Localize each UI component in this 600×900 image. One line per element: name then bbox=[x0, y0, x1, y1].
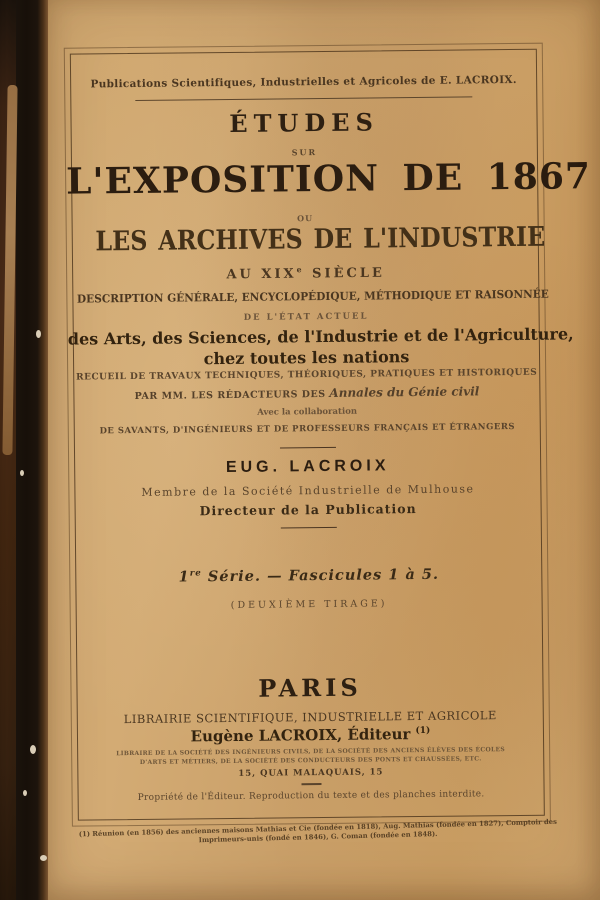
title-main: L'EXPOSITION DE 1867 bbox=[65, 155, 592, 203]
author-name: EUG. LACROIX bbox=[225, 457, 390, 477]
series-superscript: re bbox=[189, 568, 202, 579]
editor-name: Eugène LACROIX, Éditeur bbox=[190, 725, 416, 746]
series-number: 1 bbox=[178, 568, 190, 586]
century-prefix: AU XIX bbox=[226, 266, 297, 283]
century-superscript: e bbox=[296, 265, 305, 275]
book-spine bbox=[0, 0, 48, 900]
title-sur: SUR bbox=[291, 147, 318, 158]
spine-speck bbox=[30, 745, 36, 754]
description-line7: Avec la collaboration bbox=[257, 406, 358, 418]
description-line2: DE L'ÉTAT ACTUEL bbox=[243, 311, 369, 323]
annales-title: Annales du Génie civil bbox=[329, 384, 480, 400]
border-frame bbox=[64, 43, 592, 827]
book-cover bbox=[48, 0, 600, 900]
series-rest: Série. — Fascicules 1 à 5. bbox=[201, 565, 440, 586]
description-line4: chez toutes les nations bbox=[203, 347, 410, 369]
spine-speck bbox=[40, 855, 47, 861]
tiny-dash-rule bbox=[301, 783, 321, 785]
imprint-affiliations-line1: LIBRAIRE DE LA SOCIÉTÉ DES INGÉNIEURS CIVILS, DE LA SOCIÉTÉ DES ANCIENS ÉLÈVES DES ÉCOLES bbox=[116, 746, 506, 758]
spine-speck bbox=[23, 790, 27, 796]
description-line8: DE SAVANTS, D'INGÉNIEURS ET DE PROFESSEURS FRANÇAIS ET ÉTRANGERS bbox=[99, 421, 516, 437]
description-line3: des Arts, des Sciences, de l'Industrie et de l'Agriculture, bbox=[67, 324, 574, 349]
description-line1: DESCRIPTION GÉNÉRALE, ENCYCLOPÉDIQUE, MÉTHODIQUE ET RAISONNÉE bbox=[76, 287, 549, 306]
editor-footnote-mark: (1) bbox=[415, 725, 431, 737]
imprint-librairie: LIBRAIRIE SCIENTIFIQUE, INDUSTRIELLE ET AGRICOLE bbox=[123, 708, 498, 727]
cover-face bbox=[43, 0, 600, 900]
imprint-city: PARIS bbox=[258, 672, 362, 703]
publisher-banner: Publications Scientifiques, Industrielles et Agricoles de E. LACROIX. bbox=[90, 73, 517, 91]
printing-note: (DEUXIÈME TIRAGE) bbox=[230, 598, 388, 611]
author-membership: Membre de la Société Industrielle de Mulhouse bbox=[141, 482, 475, 499]
imprint-address: 15, QUAI MALAQUAIS, 15 bbox=[238, 767, 384, 779]
spine-speck bbox=[36, 330, 41, 338]
title-subtitle: LES ARCHIVES DE L'INDUSTRIE bbox=[95, 221, 546, 258]
title-ou: OU bbox=[297, 213, 314, 224]
imprint-affiliations-line2: D'ARTS ET MÉTIERS, DE LA SOCIÉTÉ DES CONDUCTEURS DES PONTS ET CHAUSSÉES, ETC. bbox=[139, 755, 482, 766]
description-line5: RECUEIL DE TRAVAUX TECHNIQUES, THÉORIQUES, PRATIQUES ET HISTORIQUES bbox=[76, 367, 538, 383]
title-etudes: ÉTUDES bbox=[229, 107, 379, 138]
spine-speck bbox=[20, 470, 24, 476]
redacteurs-prefix: PAR MM. LES RÉDACTEURS DES bbox=[134, 388, 330, 402]
author-role: Directeur de la Publication bbox=[199, 501, 417, 519]
copyright-line: Propriété de l'Éditeur. Reproduction du texte et des planches interdite. bbox=[137, 789, 485, 803]
footnote: (1) Réunion (en 1856) des anciennes maisons Mathias et Cie (fondée en 1818), Aug. Mathias (fondée en 1827), Comptoir des Imprimeurs-unis (fondé en 1846), G. Coman (fondée en 1848). bbox=[78, 817, 558, 845]
century-suffix: SIÈCLE bbox=[304, 265, 385, 282]
